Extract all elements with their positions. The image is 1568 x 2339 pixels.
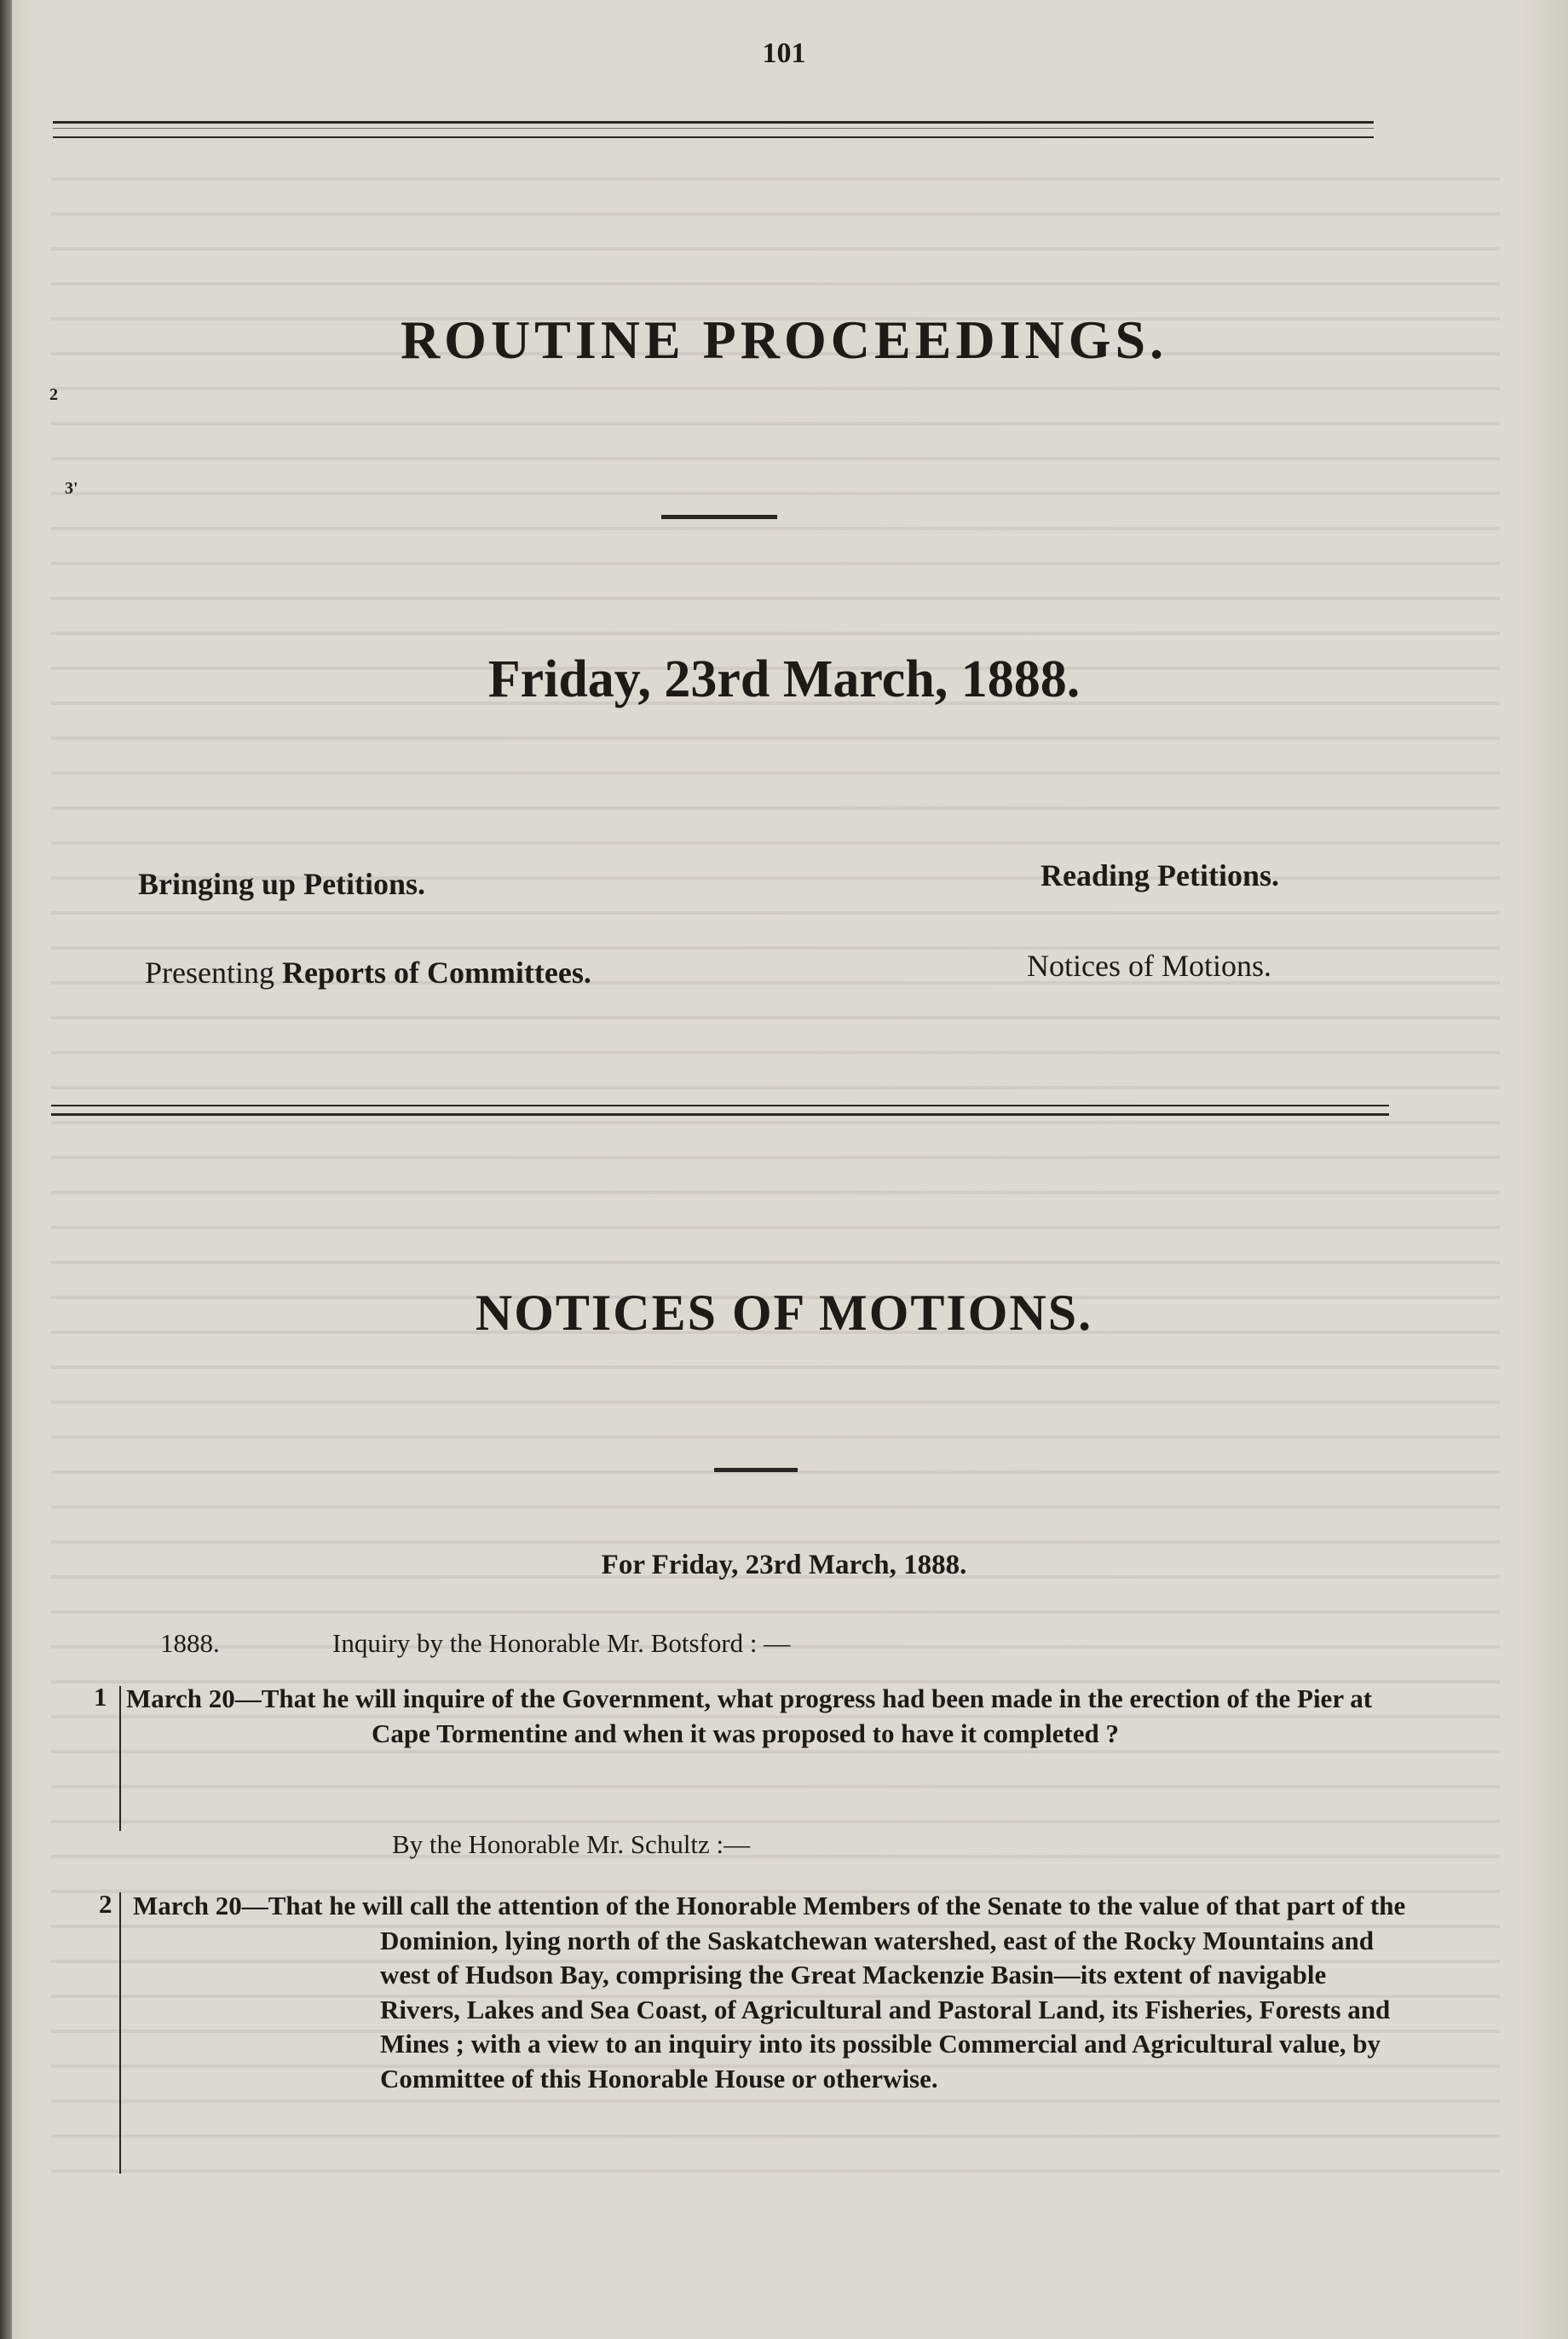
notices-for-date: For Friday, 23rd March, 1888.	[601, 1550, 967, 1580]
mid-rule-upper	[51, 1105, 1389, 1106]
motion-text: March 20—That he will inquire of the Government, what progress had been made in the erection of the Pier at Cape Tormentine and when it was proposed to have it completed ?	[126, 1684, 1373, 1748]
mid-rule-lower	[51, 1113, 1389, 1116]
routine-item-presenting-rest: Reports of Committees.	[281, 956, 591, 990]
notices-of-motions-heading: NOTICES OF MOTIONS.	[475, 1285, 1093, 1341]
routine-item-presenting-reports	[145, 955, 591, 990]
margin-mark: 2	[49, 385, 58, 404]
top-rule-upper	[53, 121, 1374, 124]
motion-mover: Inquiry by the Honorable Mr. Botsford : —	[332, 1628, 791, 1658]
routine-item-notices-of-motions: Notices of Motions.	[1027, 949, 1271, 983]
top-rule-lower	[53, 136, 1374, 138]
routine-item-bringing-up-petitions: Bringing up Petitions.	[138, 867, 426, 901]
routine-item-presenting-prefix: Presenting	[145, 956, 274, 990]
top-rule-middle	[53, 128, 1374, 129]
motion-number: 1	[94, 1682, 107, 1712]
routine-item-reading-petitions: Reading Petitions.	[1041, 858, 1280, 892]
section-dash	[714, 1468, 798, 1472]
margin-vertical-line	[119, 1686, 121, 1831]
margin-mark: 3'	[65, 479, 78, 498]
routine-proceedings-heading: ROUTINE PROCEEDINGS.	[400, 309, 1168, 370]
motion-mover: By the Honorable Mr. Schultz :—	[392, 1829, 751, 1859]
sitting-date-heading: Friday, 23rd March, 1888.	[487, 650, 1081, 708]
margin-vertical-line	[119, 1892, 121, 2174]
page-number: 101	[762, 38, 806, 69]
section-dash	[661, 515, 777, 519]
year-label: 1888.	[160, 1628, 220, 1658]
motion-number: 2	[99, 1889, 112, 1919]
motion-text: March 20—That he will call the attention of the Honorable Members of the Senate to the value of that part of the Dominion, lying north of the Saskatchewan watershed, east of the Rocky Mountains and west of Hudson Bay, comprising the Great Mackenzie Basin—its extent of navigable Rivers, Lakes and Sea Coast, of Agricultural and Pastoral Land, its Fisheries, Forests and Mines ; with a view to an inquiry into its possible Commercial and Agricultural value, by Committee of this Honorable House or otherwise.	[133, 1891, 1406, 2094]
